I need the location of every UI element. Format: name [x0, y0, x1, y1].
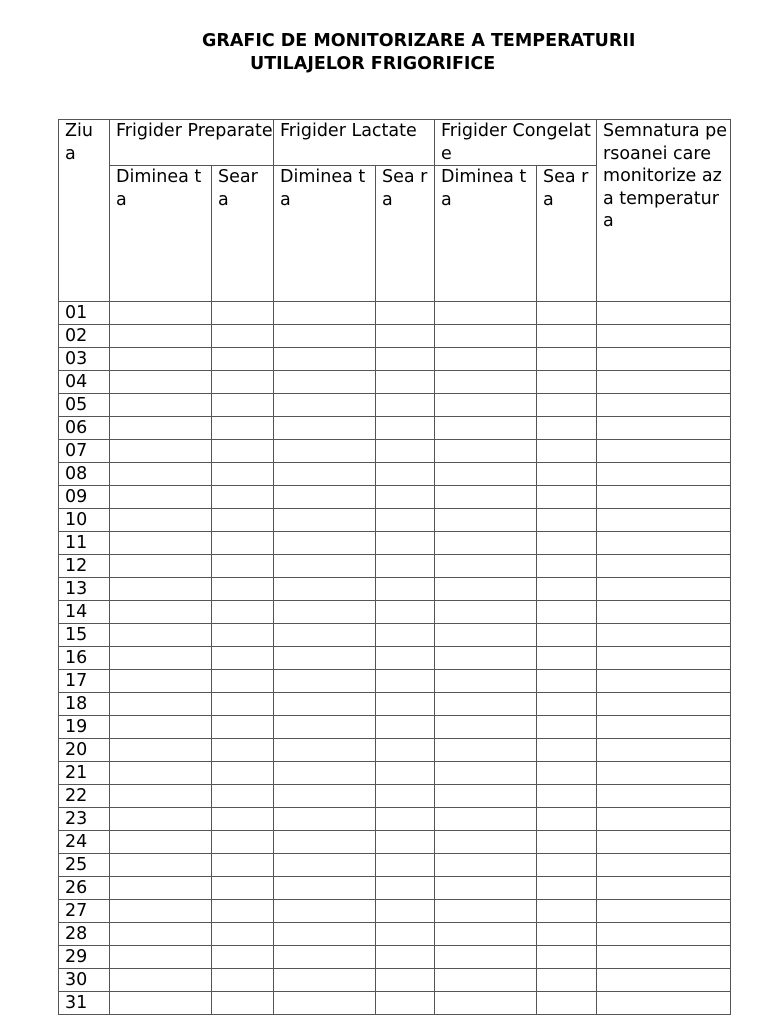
signature-cell[interactable] — [597, 647, 731, 670]
signature-cell[interactable] — [597, 486, 731, 509]
temperature-log-table — [58, 119, 731, 1015]
preparate-evening-cell[interactable] — [212, 739, 274, 762]
preparate-evening-cell[interactable] — [212, 670, 274, 693]
day-number: 03 — [59, 348, 110, 371]
table-row — [59, 601, 731, 624]
signature-cell[interactable] — [597, 739, 731, 762]
day-number: 09 — [59, 486, 110, 509]
preparate-morning-cell[interactable] — [110, 486, 212, 509]
signature-cell[interactable] — [597, 509, 731, 532]
congelate-morning-cell[interactable] — [435, 348, 537, 371]
lactate-evening-cell[interactable] — [376, 877, 435, 900]
day-number: 19 — [59, 716, 110, 739]
lactate-morning-cell[interactable] — [274, 762, 376, 785]
congelate-morning-cell[interactable] — [435, 923, 537, 946]
lactate-morning-cell[interactable] — [274, 302, 376, 325]
day-number: 21 — [59, 762, 110, 785]
table-row — [59, 394, 731, 417]
congelate-morning-cell[interactable] — [435, 440, 537, 463]
preparate-evening-cell[interactable] — [212, 647, 274, 670]
table-row — [59, 808, 731, 831]
lactate-morning-cell[interactable] — [274, 969, 376, 992]
lactate-evening-cell[interactable] — [376, 808, 435, 831]
signature-cell[interactable] — [597, 555, 731, 578]
table-row — [59, 647, 731, 670]
lactate-morning-header: Diminea ta — [274, 166, 376, 302]
signature-cell[interactable] — [597, 992, 731, 1015]
preparate-morning-cell[interactable] — [110, 532, 212, 555]
congelate-evening-cell[interactable] — [537, 601, 597, 624]
congelate-morning-cell[interactable] — [435, 394, 537, 417]
lactate-morning-cell[interactable] — [274, 440, 376, 463]
lactate-morning-cell[interactable] — [274, 601, 376, 624]
preparate-evening-cell[interactable] — [212, 716, 274, 739]
preparate-morning-cell[interactable] — [110, 624, 212, 647]
day-number: 04 — [59, 371, 110, 394]
lactate-evening-cell[interactable] — [376, 624, 435, 647]
preparate-morning-cell[interactable] — [110, 417, 212, 440]
day-number: 12 — [59, 555, 110, 578]
table-row — [59, 302, 731, 325]
preparate-evening-cell[interactable] — [212, 854, 274, 877]
day-number: 23 — [59, 808, 110, 831]
lactate-evening-cell[interactable] — [376, 969, 435, 992]
lactate-evening-cell[interactable] — [376, 739, 435, 762]
table-row — [59, 417, 731, 440]
signature-cell[interactable] — [597, 969, 731, 992]
preparate-evening-cell[interactable] — [212, 831, 274, 854]
title-line-2: UTILAJELOR FRIGORIFICE — [250, 54, 496, 74]
table-row — [59, 946, 731, 969]
signature-cell[interactable] — [597, 877, 731, 900]
table-row — [59, 693, 731, 716]
preparate-morning-cell[interactable] — [110, 716, 212, 739]
congelate-evening-cell[interactable] — [537, 693, 597, 716]
day-number: 10 — [59, 509, 110, 532]
lactate-morning-cell[interactable] — [274, 739, 376, 762]
congelate-evening-cell[interactable] — [537, 831, 597, 854]
day-number: 31 — [59, 992, 110, 1015]
congelate-morning-cell[interactable] — [435, 716, 537, 739]
preparate-morning-cell[interactable] — [110, 900, 212, 923]
congelate-evening-cell[interactable] — [537, 946, 597, 969]
lactate-morning-cell[interactable] — [274, 854, 376, 877]
preparate-evening-cell[interactable] — [212, 532, 274, 555]
preparate-evening-cell[interactable] — [212, 440, 274, 463]
lactate-morning-cell[interactable] — [274, 555, 376, 578]
preparate-evening-cell[interactable] — [212, 302, 274, 325]
signature-cell[interactable] — [597, 348, 731, 371]
preparate-evening-cell[interactable] — [212, 394, 274, 417]
congelate-evening-cell[interactable] — [537, 670, 597, 693]
congelate-evening-cell[interactable] — [537, 371, 597, 394]
day-number: 20 — [59, 739, 110, 762]
lactate-evening-cell[interactable] — [376, 601, 435, 624]
preparate-morning-cell[interactable] — [110, 601, 212, 624]
day-number: 30 — [59, 969, 110, 992]
preparate-morning-cell[interactable] — [110, 969, 212, 992]
congelate-evening-header: Sea ra — [537, 166, 597, 302]
congelate-evening-cell[interactable] — [537, 463, 597, 486]
congelate-evening-cell[interactable] — [537, 302, 597, 325]
congelate-evening-cell[interactable] — [537, 992, 597, 1015]
preparate-morning-cell[interactable] — [110, 739, 212, 762]
preparate-evening-header: Sear a — [212, 166, 274, 302]
preparate-evening-cell[interactable] — [212, 900, 274, 923]
preparate-evening-cell[interactable] — [212, 601, 274, 624]
day-number: 08 — [59, 463, 110, 486]
fridge-preparate-header: Frigider Preparate — [110, 120, 274, 166]
lactate-morning-cell[interactable] — [274, 946, 376, 969]
day-number: 25 — [59, 854, 110, 877]
day-number: 29 — [59, 946, 110, 969]
preparate-morning-cell[interactable] — [110, 670, 212, 693]
signature-cell[interactable] — [597, 808, 731, 831]
lactate-evening-header: Sea ra — [376, 166, 435, 302]
signature-cell[interactable] — [597, 325, 731, 348]
signature-cell[interactable] — [597, 417, 731, 440]
preparate-evening-cell[interactable] — [212, 762, 274, 785]
table-row — [59, 877, 731, 900]
signature-cell[interactable] — [597, 578, 731, 601]
fridge-lactate-header: Frigider Lactate — [274, 120, 435, 166]
table-row — [59, 739, 731, 762]
lactate-morning-cell[interactable] — [274, 877, 376, 900]
preparate-evening-cell[interactable] — [212, 348, 274, 371]
lactate-evening-cell[interactable] — [376, 509, 435, 532]
lactate-evening-cell[interactable] — [376, 670, 435, 693]
fridge-congelate-header: Frigider Congelate — [435, 120, 597, 166]
preparate-evening-cell[interactable] — [212, 877, 274, 900]
congelate-evening-cell[interactable] — [537, 762, 597, 785]
preparate-evening-cell[interactable] — [212, 693, 274, 716]
preparate-evening-cell[interactable] — [212, 624, 274, 647]
congelate-morning-cell[interactable] — [435, 601, 537, 624]
congelate-evening-cell[interactable] — [537, 900, 597, 923]
table-row — [59, 716, 731, 739]
lactate-morning-cell[interactable] — [274, 371, 376, 394]
preparate-morning-cell[interactable] — [110, 394, 212, 417]
table-row — [59, 578, 731, 601]
congelate-evening-cell[interactable] — [537, 486, 597, 509]
lactate-evening-cell[interactable] — [376, 440, 435, 463]
signature-cell[interactable] — [597, 693, 731, 716]
preparate-evening-cell[interactable] — [212, 417, 274, 440]
day-number: 27 — [59, 900, 110, 923]
table-row — [59, 624, 731, 647]
lactate-morning-cell[interactable] — [274, 923, 376, 946]
preparate-morning-cell[interactable] — [110, 785, 212, 808]
lactate-morning-cell[interactable] — [274, 624, 376, 647]
congelate-morning-cell[interactable] — [435, 371, 537, 394]
lactate-evening-cell[interactable] — [376, 394, 435, 417]
lactate-evening-cell[interactable] — [376, 854, 435, 877]
signature-cell[interactable] — [597, 785, 731, 808]
table-row — [59, 440, 731, 463]
preparate-morning-cell[interactable] — [110, 302, 212, 325]
lactate-evening-cell[interactable] — [376, 578, 435, 601]
signature-cell[interactable] — [597, 946, 731, 969]
preparate-evening-cell[interactable] — [212, 486, 274, 509]
preparate-morning-cell[interactable] — [110, 348, 212, 371]
preparate-morning-cell[interactable] — [110, 440, 212, 463]
lactate-evening-cell[interactable] — [376, 785, 435, 808]
day-number: 26 — [59, 877, 110, 900]
lactate-evening-cell[interactable] — [376, 371, 435, 394]
lactate-morning-cell[interactable] — [274, 394, 376, 417]
preparate-morning-cell[interactable] — [110, 854, 212, 877]
congelate-morning-cell[interactable] — [435, 762, 537, 785]
preparate-morning-cell[interactable] — [110, 371, 212, 394]
lactate-morning-cell[interactable] — [274, 693, 376, 716]
congelate-evening-cell[interactable] — [537, 555, 597, 578]
congelate-morning-cell[interactable] — [435, 463, 537, 486]
preparate-morning-cell[interactable] — [110, 923, 212, 946]
congelate-morning-cell[interactable] — [435, 578, 537, 601]
signature-cell[interactable] — [597, 371, 731, 394]
preparate-evening-cell[interactable] — [212, 509, 274, 532]
table-row — [59, 969, 731, 992]
day-number: 16 — [59, 647, 110, 670]
lactate-evening-cell[interactable] — [376, 923, 435, 946]
congelate-morning-cell[interactable] — [435, 532, 537, 555]
congelate-morning-cell[interactable] — [435, 900, 537, 923]
congelate-morning-cell[interactable] — [435, 486, 537, 509]
lactate-morning-cell[interactable] — [274, 532, 376, 555]
table-row — [59, 532, 731, 555]
congelate-morning-cell[interactable] — [435, 854, 537, 877]
preparate-evening-cell[interactable] — [212, 555, 274, 578]
preparate-morning-cell[interactable] — [110, 831, 212, 854]
table-row — [59, 900, 731, 923]
table-row — [59, 509, 731, 532]
lactate-evening-cell[interactable] — [376, 532, 435, 555]
preparate-evening-cell[interactable] — [212, 946, 274, 969]
day-number: 28 — [59, 923, 110, 946]
table-row — [59, 923, 731, 946]
congelate-evening-cell[interactable] — [537, 739, 597, 762]
signature-cell[interactable] — [597, 440, 731, 463]
lactate-evening-cell[interactable] — [376, 348, 435, 371]
congelate-morning-cell[interactable] — [435, 992, 537, 1015]
preparate-morning-cell[interactable] — [110, 463, 212, 486]
lactate-evening-cell[interactable] — [376, 946, 435, 969]
congelate-evening-cell[interactable] — [537, 854, 597, 877]
table-row — [59, 762, 731, 785]
preparate-morning-cell[interactable] — [110, 946, 212, 969]
congelate-morning-cell[interactable] — [435, 509, 537, 532]
day-number: 06 — [59, 417, 110, 440]
signature-header: Semnatura persoanei care monitorize aza temperatur a — [597, 120, 731, 302]
signature-cell[interactable] — [597, 601, 731, 624]
lactate-morning-cell[interactable] — [274, 647, 376, 670]
signature-cell[interactable] — [597, 831, 731, 854]
signature-cell[interactable] — [597, 716, 731, 739]
preparate-morning-cell[interactable] — [110, 693, 212, 716]
congelate-evening-cell[interactable] — [537, 969, 597, 992]
signature-cell[interactable] — [597, 463, 731, 486]
congelate-evening-cell[interactable] — [537, 509, 597, 532]
table-row — [59, 348, 731, 371]
lactate-evening-cell[interactable] — [376, 992, 435, 1015]
lactate-evening-cell[interactable] — [376, 716, 435, 739]
day-number: 13 — [59, 578, 110, 601]
table-row — [59, 463, 731, 486]
congelate-morning-cell[interactable] — [435, 555, 537, 578]
signature-cell[interactable] — [597, 302, 731, 325]
lactate-evening-cell[interactable] — [376, 900, 435, 923]
preparate-evening-cell[interactable] — [212, 578, 274, 601]
lactate-evening-cell[interactable] — [376, 693, 435, 716]
congelate-morning-cell[interactable] — [435, 670, 537, 693]
table-row — [59, 670, 731, 693]
preparate-morning-cell[interactable] — [110, 509, 212, 532]
congelate-evening-cell[interactable] — [537, 716, 597, 739]
preparate-evening-cell[interactable] — [212, 785, 274, 808]
signature-cell[interactable] — [597, 923, 731, 946]
lactate-evening-cell[interactable] — [376, 463, 435, 486]
congelate-evening-cell[interactable] — [537, 877, 597, 900]
lactate-morning-cell[interactable] — [274, 509, 376, 532]
lactate-evening-cell[interactable] — [376, 302, 435, 325]
day-number: 17 — [59, 670, 110, 693]
lactate-morning-cell[interactable] — [274, 325, 376, 348]
table-row — [59, 831, 731, 854]
congelate-morning-cell[interactable] — [435, 831, 537, 854]
lactate-morning-cell[interactable] — [274, 670, 376, 693]
lactate-evening-cell[interactable] — [376, 555, 435, 578]
congelate-evening-cell[interactable] — [537, 348, 597, 371]
congelate-morning-cell[interactable] — [435, 946, 537, 969]
signature-cell[interactable] — [597, 762, 731, 785]
congelate-evening-cell[interactable] — [537, 394, 597, 417]
lactate-morning-cell[interactable] — [274, 716, 376, 739]
lactate-morning-cell[interactable] — [274, 578, 376, 601]
title-line-1: GRAFIC DE MONITORIZARE A TEMPERATURII — [202, 31, 636, 51]
preparate-morning-cell[interactable] — [110, 992, 212, 1015]
preparate-morning-cell[interactable] — [110, 877, 212, 900]
congelate-morning-cell[interactable] — [435, 785, 537, 808]
lactate-evening-cell[interactable] — [376, 762, 435, 785]
preparate-evening-cell[interactable] — [212, 808, 274, 831]
signature-cell[interactable] — [597, 624, 731, 647]
day-number: 18 — [59, 693, 110, 716]
table-row — [59, 486, 731, 509]
table-row — [59, 854, 731, 877]
table-row — [59, 325, 731, 348]
congelate-evening-cell[interactable] — [537, 624, 597, 647]
congelate-evening-cell[interactable] — [537, 417, 597, 440]
signature-cell[interactable] — [597, 854, 731, 877]
lactate-morning-cell[interactable] — [274, 463, 376, 486]
congelate-morning-cell[interactable] — [435, 417, 537, 440]
congelate-morning-cell[interactable] — [435, 693, 537, 716]
lactate-evening-cell[interactable] — [376, 831, 435, 854]
signature-cell[interactable] — [597, 900, 731, 923]
preparate-morning-cell[interactable] — [110, 808, 212, 831]
day-number: 01 — [59, 302, 110, 325]
signature-cell[interactable] — [597, 394, 731, 417]
day-number: 15 — [59, 624, 110, 647]
lactate-morning-cell[interactable] — [274, 785, 376, 808]
day-number: 02 — [59, 325, 110, 348]
congelate-evening-cell[interactable] — [537, 532, 597, 555]
congelate-morning-cell[interactable] — [435, 739, 537, 762]
lactate-morning-cell[interactable] — [274, 486, 376, 509]
lactate-evening-cell[interactable] — [376, 647, 435, 670]
preparate-evening-cell[interactable] — [212, 371, 274, 394]
lactate-evening-cell[interactable] — [376, 325, 435, 348]
table-row — [59, 785, 731, 808]
lactate-morning-cell[interactable] — [274, 417, 376, 440]
lactate-morning-cell[interactable] — [274, 831, 376, 854]
preparate-evening-cell[interactable] — [212, 325, 274, 348]
day-number: 14 — [59, 601, 110, 624]
congelate-morning-cell[interactable] — [435, 969, 537, 992]
congelate-morning-cell[interactable] — [435, 647, 537, 670]
congelate-evening-cell[interactable] — [537, 785, 597, 808]
day-header: Ziu a — [59, 120, 110, 302]
day-number: 11 — [59, 532, 110, 555]
day-number: 07 — [59, 440, 110, 463]
preparate-morning-cell[interactable] — [110, 762, 212, 785]
congelate-evening-cell[interactable] — [537, 440, 597, 463]
congelate-morning-cell[interactable] — [435, 302, 537, 325]
congelate-morning-cell[interactable] — [435, 624, 537, 647]
congelate-evening-cell[interactable] — [537, 808, 597, 831]
lactate-morning-cell[interactable] — [274, 992, 376, 1015]
table-row — [59, 555, 731, 578]
preparate-morning-cell[interactable] — [110, 647, 212, 670]
preparate-evening-cell[interactable] — [212, 969, 274, 992]
lactate-morning-cell[interactable] — [274, 900, 376, 923]
congelate-evening-cell[interactable] — [537, 578, 597, 601]
table-row — [59, 371, 731, 394]
preparate-evening-cell[interactable] — [212, 463, 274, 486]
preparate-morning-cell[interactable] — [110, 578, 212, 601]
congelate-morning-cell[interactable] — [435, 325, 537, 348]
table-row — [59, 992, 731, 1015]
preparate-morning-header: Diminea ta — [110, 166, 212, 302]
congelate-evening-cell[interactable] — [537, 923, 597, 946]
day-number: 05 — [59, 394, 110, 417]
signature-cell[interactable] — [597, 670, 731, 693]
congelate-evening-cell[interactable] — [537, 325, 597, 348]
day-number: 22 — [59, 785, 110, 808]
lactate-evening-cell[interactable] — [376, 486, 435, 509]
congelate-morning-cell[interactable] — [435, 808, 537, 831]
preparate-morning-cell[interactable] — [110, 325, 212, 348]
congelate-evening-cell[interactable] — [537, 647, 597, 670]
lactate-morning-cell[interactable] — [274, 808, 376, 831]
signature-cell[interactable] — [597, 532, 731, 555]
congelate-morning-cell[interactable] — [435, 877, 537, 900]
preparate-evening-cell[interactable] — [212, 923, 274, 946]
preparate-evening-cell[interactable] — [212, 992, 274, 1015]
lactate-evening-cell[interactable] — [376, 417, 435, 440]
day-number: 24 — [59, 831, 110, 854]
lactate-morning-cell[interactable] — [274, 348, 376, 371]
congelate-morning-header: Diminea ta — [435, 166, 537, 302]
preparate-morning-cell[interactable] — [110, 555, 212, 578]
